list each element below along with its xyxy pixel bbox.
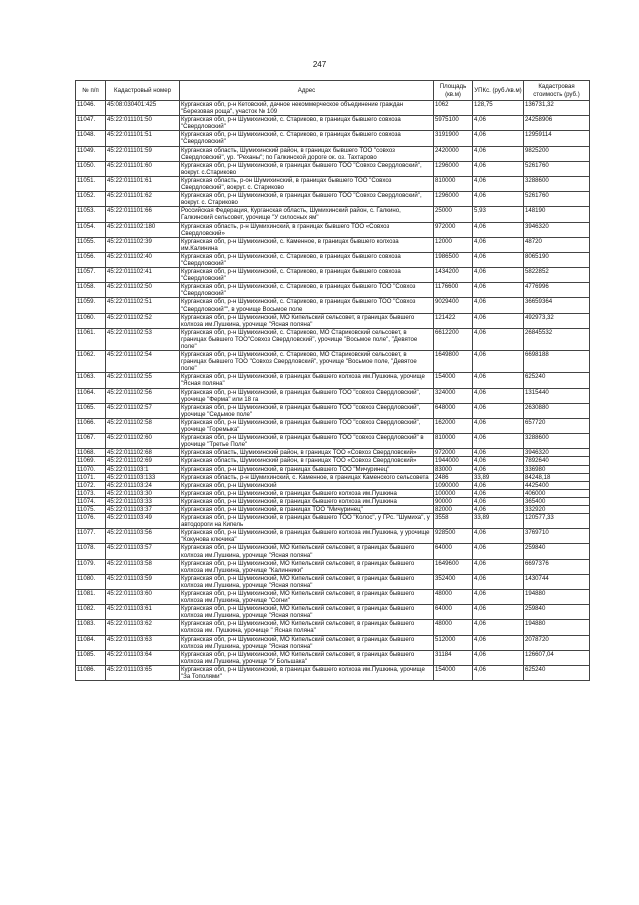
cell-upks: 5,93 bbox=[473, 207, 524, 222]
table-row bbox=[76, 373, 590, 388]
cell-cadastral-number: 45:22:011102:50 bbox=[106, 283, 180, 298]
cell-area: 25000 bbox=[434, 207, 473, 222]
cell-address: Курганская обл, р-н Шумихинский, в границах бывшего ТОО "Совхоз Свердловский", вокруг. с.Стариково bbox=[180, 161, 434, 176]
cell-address: Курганская обл, р-н Шумихинский, МО Кипельский сельсовет, в границах бывшего колхоза им.Пушкина, урочище "Ясная поляна" bbox=[180, 313, 434, 328]
cell-cadastral-number: 45:22:011103:63 bbox=[106, 635, 180, 650]
cell-cadastral-number: 45:22:011103:133 bbox=[106, 473, 180, 481]
cell-num: 11074. bbox=[76, 497, 106, 505]
cell-cadastral-cost: 84248,18 bbox=[524, 473, 590, 481]
cell-cadastral-cost: 12959114 bbox=[524, 131, 590, 146]
table-row bbox=[76, 449, 590, 457]
cell-cadastral-number: 45:22:011102:56 bbox=[106, 388, 180, 403]
cell-num: 11046. bbox=[76, 101, 106, 116]
cell-area: 162000 bbox=[434, 418, 473, 433]
cell-num: 11056. bbox=[76, 252, 106, 267]
cell-address: Курганская область, Шумихинский район, в границах ТОО «Совхоз Свердловский» bbox=[180, 449, 434, 457]
cell-area: 6612200 bbox=[434, 328, 473, 350]
cell-num: 11084. bbox=[76, 635, 106, 650]
cell-num: 11082. bbox=[76, 605, 106, 620]
cell-address: Курганская область, Шумихинский район, в границах бывшего ТОО "совхоз Свердловский", ур. "Реханы"; по Галкинской дороге ок. оз. Тахтарово bbox=[180, 146, 434, 161]
cell-num: 11063. bbox=[76, 373, 106, 388]
cell-upks: 4,06 bbox=[473, 373, 524, 388]
cell-area: 48000 bbox=[434, 620, 473, 635]
cell-address: Курганская обл, р-н Шумихинский, МО Кипельский сельсовет, в границах бывшего колхоза им.Пушкина, урочище "Ясная поляна" bbox=[180, 544, 434, 559]
cell-address: Курганская обл, р-н Шумихинский, в границах бывшего ТОО "Совхоз Свердловский", вокруг. с. Стариково bbox=[180, 192, 434, 207]
cell-cadastral-number: 45:22:011101:66 bbox=[106, 207, 180, 222]
cell-address: Курганская обл, р-н Шумихинский, в границах бывшего колхоза им.Пушкина, урочище "Ясная поляна" bbox=[180, 373, 434, 388]
cell-num: 11080. bbox=[76, 574, 106, 589]
table-row bbox=[76, 283, 590, 298]
cell-address: Курганская обл, р-н Шумихинский, с. Стариково, в границах бывшего совхоза "Свердловский" bbox=[180, 268, 434, 283]
cell-cadastral-number: 45:22:011102:39 bbox=[106, 237, 180, 252]
table-row bbox=[76, 418, 590, 433]
cell-cadastral-cost: 3769710 bbox=[524, 529, 590, 544]
cell-upks: 4,06 bbox=[473, 176, 524, 191]
cell-area: 64000 bbox=[434, 544, 473, 559]
cell-address: Курганская область, Шумихинский район, в границах ТОО «Совхоз Свердловский» bbox=[180, 457, 434, 465]
page-number: 247 bbox=[312, 60, 327, 69]
cell-cadastral-cost: 259840 bbox=[524, 605, 590, 620]
cell-upks: 33,89 bbox=[473, 473, 524, 481]
cell-area: 1296000 bbox=[434, 161, 473, 176]
table-header-row bbox=[76, 81, 590, 101]
cell-upks: 4,06 bbox=[473, 131, 524, 146]
cell-area: 31184 bbox=[434, 650, 473, 665]
cell-address: Курганская обл, р-н Шумихинский, в границах бывшего колхоза им.Пушкина bbox=[180, 489, 434, 497]
cell-address: Курганская обл, р-н Шумихинский, с. Каменное, в границах бывшего колхоза им.Калинина bbox=[180, 237, 434, 252]
table-row bbox=[76, 192, 590, 207]
cell-cadastral-number: 45:22:011101:51 bbox=[106, 131, 180, 146]
cell-area: 1434200 bbox=[434, 268, 473, 283]
cell-cadastral-number: 45:22:011103:24 bbox=[106, 481, 180, 489]
table-row bbox=[76, 650, 590, 665]
cell-cadastral-number: 45:22:011102:41 bbox=[106, 268, 180, 283]
cell-area: 1062 bbox=[434, 101, 473, 116]
cell-upks: 4,06 bbox=[473, 268, 524, 283]
cell-cadastral-cost: 5261760 bbox=[524, 161, 590, 176]
cell-cadastral-cost: 7892640 bbox=[524, 457, 590, 465]
cell-upks: 4,06 bbox=[473, 665, 524, 680]
cell-upks: 4,06 bbox=[473, 192, 524, 207]
cell-address: Курганская обл, р-н Шумихинский, МО Кипельский сельсовет, в границах бывшего колхоза им.Пушкина, урочище "Калинники" bbox=[180, 559, 434, 574]
cell-address: Курганская область, р-он Шумихинский, в границах бывшего ТОО "Совхоз Свердловский", вокруг. с. Стариково bbox=[180, 176, 434, 191]
cell-cadastral-cost: 48720 bbox=[524, 237, 590, 252]
cell-upks: 4,06 bbox=[473, 465, 524, 473]
cell-area: 810000 bbox=[434, 434, 473, 449]
cell-cadastral-cost: 657720 bbox=[524, 418, 590, 433]
cell-upks: 128,75 bbox=[473, 101, 524, 116]
table-row bbox=[76, 620, 590, 635]
cell-address: Курганская обл, р-н Шумихинский, в границах бывшего колхоза им.Пушкина bbox=[180, 497, 434, 505]
cell-address: Курганская обл, р-н Шумихинский, МО Кипельский сельсовет, в границах бывшего колхоза им. Пушкина, урочище " Ясная поляна" bbox=[180, 620, 434, 635]
cell-area: 3191900 bbox=[434, 131, 473, 146]
table-row bbox=[76, 268, 590, 283]
table-row bbox=[76, 590, 590, 605]
header-cadastral-cost: Кадастровая стоимость (руб.) bbox=[524, 81, 590, 101]
table-row bbox=[76, 222, 590, 237]
cell-upks: 4,06 bbox=[473, 635, 524, 650]
cell-cadastral-cost: 4776996 bbox=[524, 283, 590, 298]
table-row bbox=[76, 559, 590, 574]
cell-area: 9029400 bbox=[434, 298, 473, 313]
cell-upks: 4,06 bbox=[473, 222, 524, 237]
cell-cadastral-cost: 24258906 bbox=[524, 116, 590, 131]
cell-cadastral-number: 45:22:011103:64 bbox=[106, 650, 180, 665]
cell-num: 11071. bbox=[76, 473, 106, 481]
cell-num: 11066. bbox=[76, 418, 106, 433]
cell-cadastral-cost: 6698188 bbox=[524, 351, 590, 373]
cell-cadastral-cost: 365400 bbox=[524, 497, 590, 505]
cell-upks: 4,06 bbox=[473, 457, 524, 465]
cell-cadastral-cost: 3946320 bbox=[524, 222, 590, 237]
cell-cadastral-number: 45:22:011102:40 bbox=[106, 252, 180, 267]
cell-upks: 4,06 bbox=[473, 252, 524, 267]
cell-upks: 4,06 bbox=[473, 161, 524, 176]
cell-num: 11058. bbox=[76, 283, 106, 298]
cadastral-table bbox=[75, 80, 590, 681]
cell-area: 324000 bbox=[434, 388, 473, 403]
cell-cadastral-cost: 9825200 bbox=[524, 146, 590, 161]
cell-address: Курганская обл, р-н Шумихинский, в границах бывшего ТОО "совхоз Свердловский", урочище "Горемыка" bbox=[180, 418, 434, 433]
table-row bbox=[76, 605, 590, 620]
header-num: № п/п bbox=[76, 81, 106, 101]
table-row bbox=[76, 403, 590, 418]
cell-area: 2420000 bbox=[434, 146, 473, 161]
cell-cadastral-cost: 194880 bbox=[524, 620, 590, 635]
cell-cadastral-number: 45:22:011103:58 bbox=[106, 559, 180, 574]
cell-address: Курганская обл, р-н Шумихинский, в границах ТОО "Мичуринец" bbox=[180, 505, 434, 513]
cell-address: Курганская обл, р-н Шумихинский, с. Стариково, МО Стариковский сельсовет, в границах бывшего ТОО "Совхоз Свердловский", урочище "Восьмое поле, "Девятое поле" bbox=[180, 351, 434, 373]
cell-address: Курганская обл, р-н Шумихинский, в границах бывшего ТОО "Колос", у ГРс. "Шумиха", у автодороги на Кипель bbox=[180, 514, 434, 529]
cell-address: Курганская обл, р-н Шумихинский, в границах бывшего ТОО "совхоз Свердловский" в урочище "Третье Поле" bbox=[180, 434, 434, 449]
cell-num: 11086. bbox=[76, 665, 106, 680]
cell-area: 972000 bbox=[434, 449, 473, 457]
cell-cadastral-number: 45:22:011101:50 bbox=[106, 116, 180, 131]
table-row bbox=[76, 116, 590, 131]
cell-cadastral-cost: 259840 bbox=[524, 544, 590, 559]
table-row bbox=[76, 161, 590, 176]
table-row bbox=[76, 489, 590, 497]
cell-upks: 4,06 bbox=[473, 620, 524, 635]
table-row bbox=[76, 457, 590, 465]
cell-cadastral-cost: 625240 bbox=[524, 665, 590, 680]
cell-address: Курганская обл, р-н Шумихинский, МО Кипельский сельсовет, в границах бывшего колхоза им.Пушкина, урочище "Ясная поляна" bbox=[180, 605, 434, 620]
cell-upks: 33,89 bbox=[473, 514, 524, 529]
cell-upks: 4,06 bbox=[473, 237, 524, 252]
cell-address: Курганская обл, р-н Шумихинский, МО Кипельский сельсовет, в границах бывшего колхоза им.Пушкина, урочище "Ясная поляна" bbox=[180, 574, 434, 589]
cell-area: 154000 bbox=[434, 665, 473, 680]
cell-address: Курганская обл, р-н Шумихинский, в границах бывшего ТОО "совхоз Свердловский", урочище "Седьмое поле" bbox=[180, 403, 434, 418]
cell-cadastral-number: 45:22:011102:180 bbox=[106, 222, 180, 237]
cell-cadastral-cost: 332920 bbox=[524, 505, 590, 513]
cell-address: Курганская обл, р-н Шумихинский, в границах бывшего колхоза им.Пушкина, у урочище "Кокунова ключика" bbox=[180, 529, 434, 544]
cell-area: 5975100 bbox=[434, 116, 473, 131]
cell-num: 11068. bbox=[76, 449, 106, 457]
cell-num: 11081. bbox=[76, 590, 106, 605]
cell-num: 11067. bbox=[76, 434, 106, 449]
cell-num: 11059. bbox=[76, 298, 106, 313]
cell-cadastral-number: 45:22:011102:52 bbox=[106, 313, 180, 328]
cell-area: 1176600 bbox=[434, 283, 473, 298]
cell-cadastral-number: 45:22:011103:1 bbox=[106, 465, 180, 473]
cell-cadastral-number: 45:22:011101:59 bbox=[106, 146, 180, 161]
table-row bbox=[76, 665, 590, 680]
cell-cadastral-cost: 4425400 bbox=[524, 481, 590, 489]
cell-cadastral-cost: 8065190 bbox=[524, 252, 590, 267]
header-area: Площадь (кв.м) bbox=[434, 81, 473, 101]
table-row bbox=[76, 207, 590, 222]
cell-upks: 4,06 bbox=[473, 146, 524, 161]
cell-cadastral-cost: 5261760 bbox=[524, 192, 590, 207]
cell-cadastral-number: 45:22:011101:60 bbox=[106, 161, 180, 176]
cell-upks: 4,06 bbox=[473, 559, 524, 574]
cell-address: Курганская область, р-н Шумихинский, в границах бывшего ТОО «Совхоз Свердловский» bbox=[180, 222, 434, 237]
cell-cadastral-cost: 492973,32 bbox=[524, 313, 590, 328]
cell-address: Курганская обл, р-н Кетовский, дачное некоммерческое объединение граждан "Березовая роща", участок № 109 bbox=[180, 101, 434, 116]
cell-address: Курганская обл, р-н Шумихинский, с. Стариково, в границах бывшего совхоза "Свердловский" bbox=[180, 116, 434, 131]
cell-cadastral-number: 45:22:011103:30 bbox=[106, 489, 180, 497]
cell-cadastral-number: 45:22:011102:58 bbox=[106, 418, 180, 433]
cell-address: Курганская обл, р-н Шумихинский, в границах бывшего ТОО "совхоз Свердловский", урочище "Ферма" или 18 га bbox=[180, 388, 434, 403]
cell-cadastral-number: 45:22:011101:61 bbox=[106, 176, 180, 191]
cell-cadastral-number: 45:22:011103:33 bbox=[106, 497, 180, 505]
cell-cadastral-cost: 26845532 bbox=[524, 328, 590, 350]
cell-cadastral-cost: 5822852 bbox=[524, 268, 590, 283]
cell-num: 11064. bbox=[76, 388, 106, 403]
table-row bbox=[76, 434, 590, 449]
table-row bbox=[76, 146, 590, 161]
cell-num: 11061. bbox=[76, 328, 106, 350]
cell-cadastral-cost: 1430744 bbox=[524, 574, 590, 589]
cell-num: 11051. bbox=[76, 176, 106, 191]
cell-address: Курганская обл, р-н Шумихинский, с. Стариково, в границах бывшего совхоза "Свердловский" bbox=[180, 131, 434, 146]
cell-cadastral-number: 45:22:011103:59 bbox=[106, 574, 180, 589]
cell-cadastral-cost: 36659364 bbox=[524, 298, 590, 313]
cell-num: 11060. bbox=[76, 313, 106, 328]
cell-cadastral-cost: 1315440 bbox=[524, 388, 590, 403]
header-cadastral-number: Кадастровый номер bbox=[106, 81, 180, 101]
cell-upks: 4,06 bbox=[473, 388, 524, 403]
cell-upks: 4,06 bbox=[473, 434, 524, 449]
table-row bbox=[76, 131, 590, 146]
table-row bbox=[76, 176, 590, 191]
cell-upks: 4,06 bbox=[473, 351, 524, 373]
table-row bbox=[76, 481, 590, 489]
cell-upks: 4,06 bbox=[473, 298, 524, 313]
cell-area: 82000 bbox=[434, 505, 473, 513]
cell-address: Курганская область, р-н Шумихинский, с. Каменное, в границах Каменского сельсовета bbox=[180, 473, 434, 481]
table-row bbox=[76, 388, 590, 403]
table-row bbox=[76, 497, 590, 505]
cell-area: 810000 bbox=[434, 176, 473, 191]
cell-cadastral-number: 45:22:011103:37 bbox=[106, 505, 180, 513]
cell-cadastral-cost: 3288600 bbox=[524, 176, 590, 191]
cell-cadastral-number: 45:22:011103:60 bbox=[106, 590, 180, 605]
cell-cadastral-cost: 120577,33 bbox=[524, 514, 590, 529]
cell-num: 11073. bbox=[76, 489, 106, 497]
cell-area: 1649600 bbox=[434, 559, 473, 574]
cell-cadastral-number: 45:22:011103:56 bbox=[106, 529, 180, 544]
cell-num: 11050. bbox=[76, 161, 106, 176]
cell-cadastral-number: 45:22:011102:60 bbox=[106, 434, 180, 449]
table-row bbox=[76, 544, 590, 559]
cell-address: Курганская обл, р-н Шумихинский, в границах бывшего колхоза им.Пушкина, урочище "За Тополями" bbox=[180, 665, 434, 680]
cell-cadastral-number: 45:22:011103:61 bbox=[106, 605, 180, 620]
cell-area: 512000 bbox=[434, 635, 473, 650]
table-row bbox=[76, 351, 590, 373]
cell-num: 11055. bbox=[76, 237, 106, 252]
cell-cadastral-number: 45:22:011102:53 bbox=[106, 328, 180, 350]
cell-num: 11047. bbox=[76, 116, 106, 131]
cell-cadastral-number: 45:08:030401:425 bbox=[106, 101, 180, 116]
table-row bbox=[76, 505, 590, 513]
cell-upks: 4,06 bbox=[473, 116, 524, 131]
cell-upks: 4,06 bbox=[473, 505, 524, 513]
cell-area: 1986500 bbox=[434, 252, 473, 267]
cell-area: 121422 bbox=[434, 313, 473, 328]
table-row bbox=[76, 574, 590, 589]
cell-cadastral-number: 45:22:011102:55 bbox=[106, 373, 180, 388]
cell-upks: 4,06 bbox=[473, 403, 524, 418]
cell-upks: 4,06 bbox=[473, 497, 524, 505]
cell-area: 2486 bbox=[434, 473, 473, 481]
cell-area: 972000 bbox=[434, 222, 473, 237]
cell-upks: 4,06 bbox=[473, 283, 524, 298]
cell-upks: 4,06 bbox=[473, 529, 524, 544]
table-row bbox=[76, 635, 590, 650]
cell-area: 154000 bbox=[434, 373, 473, 388]
table-row bbox=[76, 328, 590, 350]
cell-cadastral-cost: 3288600 bbox=[524, 434, 590, 449]
cell-address: Курганская обл, р-н Шумихинский bbox=[180, 481, 434, 489]
header-address: Адрес bbox=[180, 81, 434, 101]
cell-upks: 4,06 bbox=[473, 605, 524, 620]
cell-cadastral-number: 45:22:011103:57 bbox=[106, 544, 180, 559]
table-row bbox=[76, 313, 590, 328]
cell-num: 11075. bbox=[76, 505, 106, 513]
cell-cadastral-cost: 2078720 bbox=[524, 635, 590, 650]
cell-num: 11069. bbox=[76, 457, 106, 465]
table-row bbox=[76, 237, 590, 252]
cell-cadastral-number: 45:22:011102:69 bbox=[106, 457, 180, 465]
cell-cadastral-cost: 136731,32 bbox=[524, 101, 590, 116]
cell-num: 11065. bbox=[76, 403, 106, 418]
cell-area: 64000 bbox=[434, 605, 473, 620]
cell-num: 11078. bbox=[76, 544, 106, 559]
cell-area: 1649800 bbox=[434, 351, 473, 373]
cell-area: 1090000 bbox=[434, 481, 473, 489]
cell-cadastral-number: 45:22:011102:54 bbox=[106, 351, 180, 373]
cell-cadastral-cost: 2630880 bbox=[524, 403, 590, 418]
table-row bbox=[76, 465, 590, 473]
cell-area: 100000 bbox=[434, 489, 473, 497]
cell-cadastral-cost: 126607,04 bbox=[524, 650, 590, 665]
cell-num: 11052. bbox=[76, 192, 106, 207]
cell-area: 352400 bbox=[434, 574, 473, 589]
cell-upks: 4,06 bbox=[473, 590, 524, 605]
cell-upks: 4,06 bbox=[473, 544, 524, 559]
table-row bbox=[76, 252, 590, 267]
cell-cadastral-cost: 406000 bbox=[524, 489, 590, 497]
cell-area: 1296000 bbox=[434, 192, 473, 207]
cell-upks: 4,06 bbox=[473, 418, 524, 433]
cell-cadastral-number: 45:22:011102:68 bbox=[106, 449, 180, 457]
cell-address: Курганская обл, р-н Шумихинский, МО Кипельский сельсовет, в границах бывшего колхоза им.Пушкина, урочище "Согни" bbox=[180, 590, 434, 605]
table-body bbox=[76, 101, 590, 681]
cell-cadastral-cost: 148190 bbox=[524, 207, 590, 222]
cell-num: 11070. bbox=[76, 465, 106, 473]
table-row bbox=[76, 529, 590, 544]
cell-cadastral-cost: 194880 bbox=[524, 590, 590, 605]
cell-cadastral-number: 45:22:011102:51 bbox=[106, 298, 180, 313]
cell-upks: 4,06 bbox=[473, 313, 524, 328]
cell-address: Курганская обл, р-н Шумихинский, с. Стариково, в границах бывшего ТОО "Совхоз "Свердловский"", в урочище Восьмое поле bbox=[180, 298, 434, 313]
table-row bbox=[76, 514, 590, 529]
header-upks: УПКс. (руб./кв.м) bbox=[473, 81, 524, 101]
cell-num: 11079. bbox=[76, 559, 106, 574]
cell-upks: 4,06 bbox=[473, 328, 524, 350]
cell-cadastral-number: 45:22:011102:57 bbox=[106, 403, 180, 418]
cell-upks: 4,06 bbox=[473, 449, 524, 457]
cell-upks: 4,06 bbox=[473, 574, 524, 589]
cell-num: 11049. bbox=[76, 146, 106, 161]
table-row bbox=[76, 101, 590, 116]
cell-cadastral-cost: 3946320 bbox=[524, 449, 590, 457]
cell-area: 12000 bbox=[434, 237, 473, 252]
cell-area: 648000 bbox=[434, 403, 473, 418]
cell-cadastral-cost: 625240 bbox=[524, 373, 590, 388]
cell-num: 11076. bbox=[76, 514, 106, 529]
cell-area: 1944000 bbox=[434, 457, 473, 465]
cell-address: Курганская обл, р-н Шумихинский, МО Кипельский сельсовет, в границах бывшего колхоза им.Пушкина, урочище "У Большака" bbox=[180, 650, 434, 665]
cell-cadastral-number: 45:22:011101:62 bbox=[106, 192, 180, 207]
cell-address: Российская Федерация, Курганская область, Шумихинский район, с. Галкино, Галкинский сельсовет, урочище "У силосных ям" bbox=[180, 207, 434, 222]
cell-cadastral-cost: 6697376 bbox=[524, 559, 590, 574]
cell-num: 11048. bbox=[76, 131, 106, 146]
cell-num: 11072. bbox=[76, 481, 106, 489]
cell-upks: 4,06 bbox=[473, 481, 524, 489]
table-row bbox=[76, 473, 590, 481]
cell-upks: 4,06 bbox=[473, 650, 524, 665]
cell-area: 48000 bbox=[434, 590, 473, 605]
cell-area: 83000 bbox=[434, 465, 473, 473]
cell-num: 11083. bbox=[76, 620, 106, 635]
cell-num: 11057. bbox=[76, 268, 106, 283]
cell-cadastral-cost: 336980 bbox=[524, 465, 590, 473]
cell-num: 11085. bbox=[76, 650, 106, 665]
cell-cadastral-number: 45:22:011103:49 bbox=[106, 514, 180, 529]
cell-address: Курганская обл, р-н Шумихинский, МО Кипельский сельсовет, в границах бывшего колхоза им.Пушкина, урочище "Ясная поляна" bbox=[180, 635, 434, 650]
cell-address: Курганская обл, р-н Шумихинский, с. Стариково, МО Стариковский сельсовет, в границах бывшего ТОО"Совхоз Свердловский", урочище "Восьмое поле", "Девятое поле" bbox=[180, 328, 434, 350]
cell-num: 11054. bbox=[76, 222, 106, 237]
cell-address: Курганская обл, р-н Шумихинский, с. Стариково, в границах бывшего ТОО "Совхоз "Свердловский" bbox=[180, 283, 434, 298]
cell-address: Курганская обл, р-н Шумихинский, в границах бывшего ТОО "Мичуринец" bbox=[180, 465, 434, 473]
cell-cadastral-number: 45:22:011103:62 bbox=[106, 620, 180, 635]
cell-area: 90000 bbox=[434, 497, 473, 505]
cell-num: 11077. bbox=[76, 529, 106, 544]
table-row bbox=[76, 298, 590, 313]
cell-num: 11053. bbox=[76, 207, 106, 222]
cell-upks: 4,06 bbox=[473, 489, 524, 497]
cell-cadastral-number: 45:22:011103:65 bbox=[106, 665, 180, 680]
cell-num: 11062. bbox=[76, 351, 106, 373]
cell-area: 928500 bbox=[434, 529, 473, 544]
cell-area: 3558 bbox=[434, 514, 473, 529]
cell-address: Курганская обл, р-н Шумихинский, с. Стариково, в границах бывшего совхоза "Свердловский" bbox=[180, 252, 434, 267]
